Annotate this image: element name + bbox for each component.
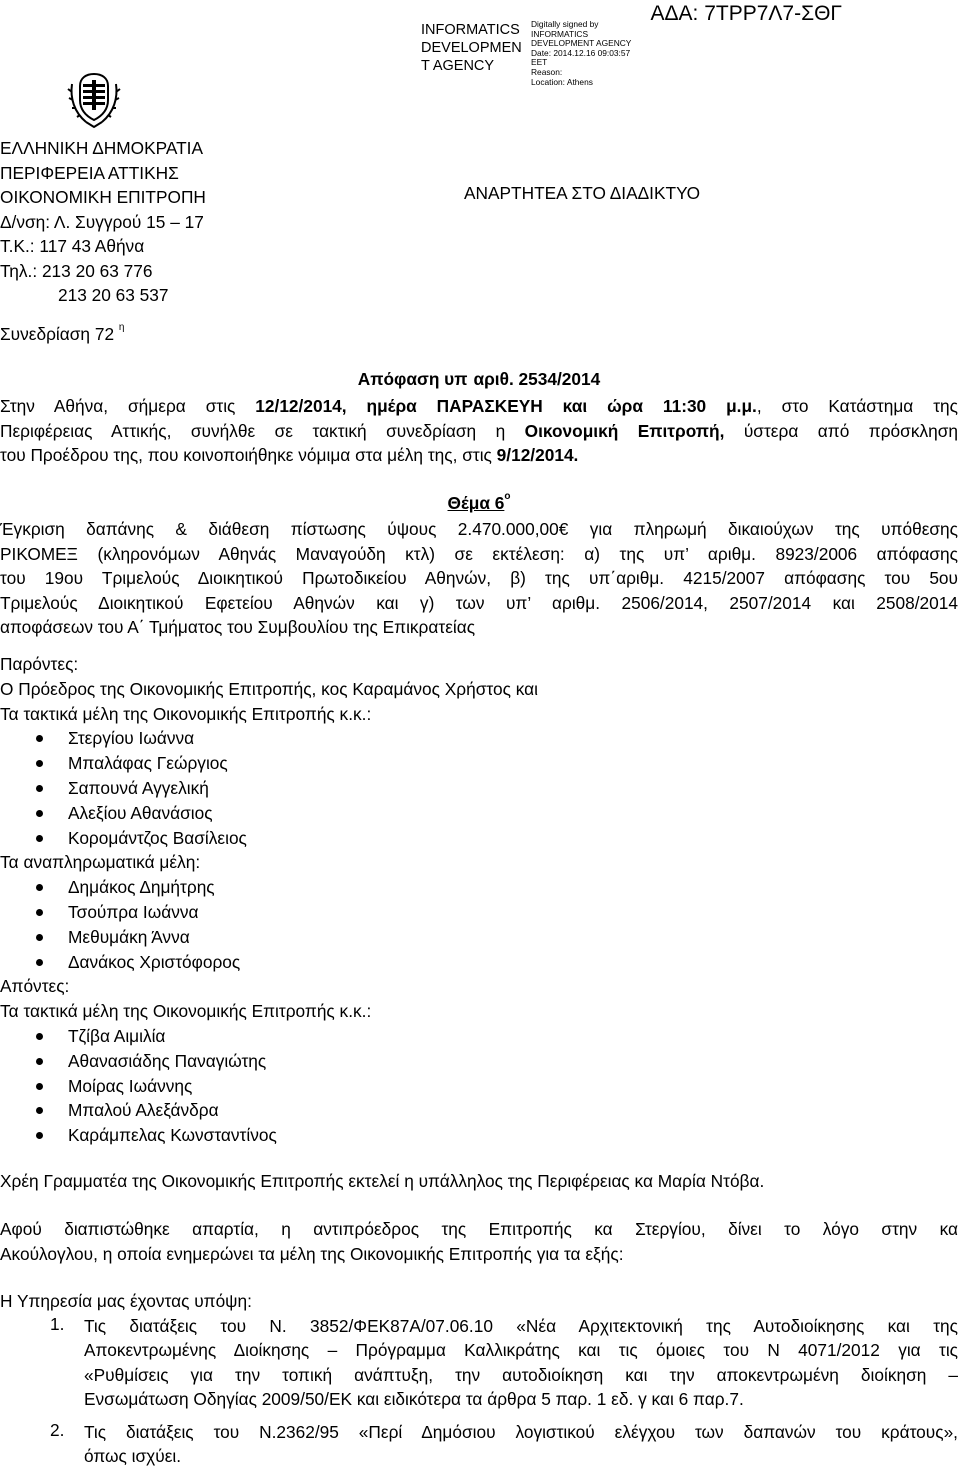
consideration-line: Ενσωμάτωση Οδηγίας 2009/50/ΕΚ και ειδικότερα τα άρθρα 5 παρ. 1 εδ. γ και 6 παρ.7. — [84, 1389, 744, 1409]
secretary-line: Χρέη Γραμματέα της Οικονομικής Επιτροπής εκτελεί η υπάλληλος της Περιφέρειας κα Μαρία Ντόβα. — [0, 1171, 765, 1191]
list-item — [0, 1420, 958, 1469]
intro-line — [0, 443, 958, 468]
list-item: Μπαλάφας Γεώργιος — [0, 751, 538, 776]
list-item: Αλεξίου Αθανάσιος — [0, 801, 538, 826]
intro-paragraph — [0, 394, 958, 468]
list-item: Καράμπελας Κωνσταντίνος — [0, 1123, 538, 1148]
signature-detail-line: Location: Athens — [531, 76, 593, 87]
list-item: Δημάκος Δημήτρης — [0, 875, 538, 900]
address-line: Δ/νση: Λ. Συγγρού 15 – 17 — [0, 211, 204, 232]
meeting-date-time: 12/12/2014, ημέρα ΠΑΡΑΣΚΕΥΗ και ώρα 11:30 μ.μ. — [255, 396, 757, 416]
intro-text: του Προέδρου της, που κοινοποιήθηκε νόμιμα στα μέλη της, στις — [0, 445, 497, 465]
signature-detail-line: Reason: — [531, 66, 563, 77]
list-item: Τζίβα Αιμιλία — [0, 1024, 538, 1049]
signature-org-line: T AGENCY — [421, 58, 495, 74]
decision-prefix: Απόφαση υπ — [357, 369, 468, 389]
list-item: Μεθυμάκη Άννα — [0, 925, 538, 950]
present-label: Παρόντες: — [0, 654, 79, 674]
absent-regular-label: Τα τακτικά μέλη της Οικονομικής Επιτροπής κ.κ.: — [0, 1001, 372, 1022]
consideration-line: όπως ισχύει. — [84, 1446, 182, 1466]
posted-online-notice: ΑΝΑΡΤΗΤΕΑ ΣΤΟ ΔΙΑΔΙΚΤΥΟ — [464, 183, 701, 203]
issuer-header — [0, 136, 206, 308]
president-line: Ο Πρόεδρος της Οικονομικής Επιτροπής, κος Καραμάνος Χρήστος και — [0, 678, 538, 699]
phone-line: Τηλ.: 213 20 63 776 — [0, 260, 153, 281]
phone-line-2: 213 20 63 537 — [58, 285, 169, 305]
session-label: Συνεδρίαση 72 — [0, 324, 115, 344]
consideration-line: «Ρυθμίσεις για την τοπική ανάπτυξη, την αυτοδιοίκηση και την αποκεντρωμένη διοίκηση – — [84, 1364, 958, 1385]
quorum-line: Ακούλογλου, η οποία ενημερώνει τα μέλη της Οικονομικής Επιτροπής για τα εξής: — [0, 1243, 624, 1264]
decision-suffix: αριθ. 2534/2014 — [473, 369, 601, 389]
present-regular-list — [0, 726, 538, 850]
substitutes-label: Τα αναπληρωματικά μέλη: — [0, 852, 201, 873]
signature-org-line: DEVELOPMEN — [421, 40, 522, 56]
service-intro: Η Υπηρεσία μας έχοντας υπόψη: — [0, 1291, 252, 1311]
list-item: Δανάκος Χριστόφορος — [0, 950, 538, 975]
session-number — [0, 324, 124, 345]
subject-title-sup: ο — [504, 491, 511, 503]
signature-detail-line: Digitally signed by — [531, 19, 599, 29]
intro-text: , στο Κατάστημα της — [756, 396, 958, 416]
list-item: Στεργίου Ιωάννα — [0, 726, 538, 751]
considerations-list — [0, 1314, 958, 1469]
signature-details — [531, 20, 661, 87]
ada-code: ΑΔΑ: 7ΤΡΡ7Λ7-ΣΘΓ — [650, 2, 842, 25]
decision-number — [0, 369, 958, 390]
subject-title-text: Θέμα 6 — [447, 493, 505, 513]
subject-line: Τριμελούς Διοικητικού Εφετείου Αθηνών και γ) των υπ’ αριθμ. 2506/2014, 2507/2014 και 2508/2014 — [0, 592, 958, 613]
signature-org-line: INFORMATICS — [421, 22, 520, 38]
greek-emblem-icon — [66, 70, 122, 130]
substitutes-list — [0, 875, 538, 974]
subject-line: Έγκριση δαπάνης & διάθεση πίστωσης ύψους 2.470.000,00€ για πληρωμή δικαιούχων της υπόθεσης — [0, 519, 958, 539]
consideration-line: Αποκεντρωμένης Διοίκησης – Πρόγραμμα Καλλικράτης και τις όμοιες του Ν 4071/2012 για τις — [84, 1340, 958, 1360]
subject-line: αποφάσεων του Α΄ Τμήματος του Συμβουλίου της Επικρατείας — [0, 617, 476, 637]
attendance-section — [0, 652, 538, 1148]
issuer-line: ΕΛΛΗΝΙΚΗ ΔΗΜΟΚΡΑΤΙΑ — [0, 138, 203, 158]
list-number: 2. — [50, 1419, 65, 1440]
quorum-line: Αφού διαπιστώθηκε απαρτία, η αντιπρόεδρος της Επιτροπής κα Στεργίου, δίνει το λόγο στην κα — [0, 1219, 958, 1239]
list-item: Σαπουνά Αγγελική — [0, 776, 538, 801]
list-item — [0, 1314, 958, 1412]
intro-line — [0, 419, 958, 444]
absent-list — [0, 1024, 538, 1148]
issuer-line: ΟΙΚΟΝΟΜΙΚΗ ΕΠΙΤΡΟΠΗ — [0, 187, 206, 207]
secretary-paragraph — [0, 1169, 958, 1194]
quorum-paragraph — [0, 1217, 958, 1266]
signature-detail-line: EET — [531, 57, 548, 68]
invitation-date: 9/12/2014. — [496, 445, 579, 465]
list-number: 1. — [50, 1313, 65, 1334]
issuer-line: ΠΕΡΙΦΕΡΕΙΑ ΑΤΤΙΚΗΣ — [0, 162, 179, 183]
absent-label: Απόντες: — [0, 976, 70, 997]
service-section — [0, 1289, 958, 1469]
signature-detail-line: Date: 2014.12.16 09:03:57 — [531, 47, 631, 58]
postal-code-line: Τ.Κ.: 117 43 Αθήνα — [0, 236, 145, 256]
signature-detail-line: DEVELOPMENT AGENCY — [531, 38, 632, 49]
intro-text: ύστερα από πρόσκληση — [724, 420, 958, 441]
intro-line — [0, 394, 958, 419]
list-item: Μπαλού Αλεξάνδρα — [0, 1098, 538, 1123]
intro-text: Στην Αθήνα, σήμερα στις — [0, 396, 256, 416]
regular-members-label: Τα τακτικά μέλη της Οικονομικής Επιτροπής κ.κ.: — [0, 703, 372, 724]
list-item: Κορομάντζος Βασίλειος — [0, 826, 538, 851]
subject-title — [0, 493, 958, 514]
session-sup: η — [118, 322, 125, 334]
list-item: Αθανασιάδης Παναγιώτης — [0, 1049, 538, 1074]
intro-text: Περιφέρειας Αττικής, συνήλθε σε τακτική συνεδρίαση η — [0, 420, 525, 441]
signature-organization — [421, 21, 529, 75]
subject-line: του 19ου Τριμελούς Διοικητικού Πρωτοδικείου Αθηνών, β) της υπ΄αριθμ. 4215/2007 απόφασης του 5ου — [0, 568, 958, 588]
committee-name: Οικονομική Επιτροπή, — [524, 420, 725, 441]
consideration-line: Τις διατάξεις του Ν.2362/95 «Περί Δημόσιου λογιστικού ελέγχου των δαπανών του κράτους», — [84, 1421, 958, 1442]
subject-line: ΡΙΚΟΜΕΞ (κληρονόμων Αθηνάς Μαναγούδη κτλ) σε εκτέλεση: α) της υπ’ αριθμ. 8923/2006 απόφασης — [0, 543, 958, 564]
list-item: Μοίρας Ιωάννης — [0, 1074, 538, 1099]
list-item: Τσούπρα Ιωάννα — [0, 900, 538, 925]
signature-detail-line: INFORMATICS — [531, 28, 589, 39]
consideration-line: Τις διατάξεις του Ν. 3852/ΦΕΚ87Α/07.06.10 «Νέα Αρχιτεκτονική της Αυτοδιοίκησης και της — [84, 1315, 958, 1336]
subject-text — [0, 517, 958, 640]
